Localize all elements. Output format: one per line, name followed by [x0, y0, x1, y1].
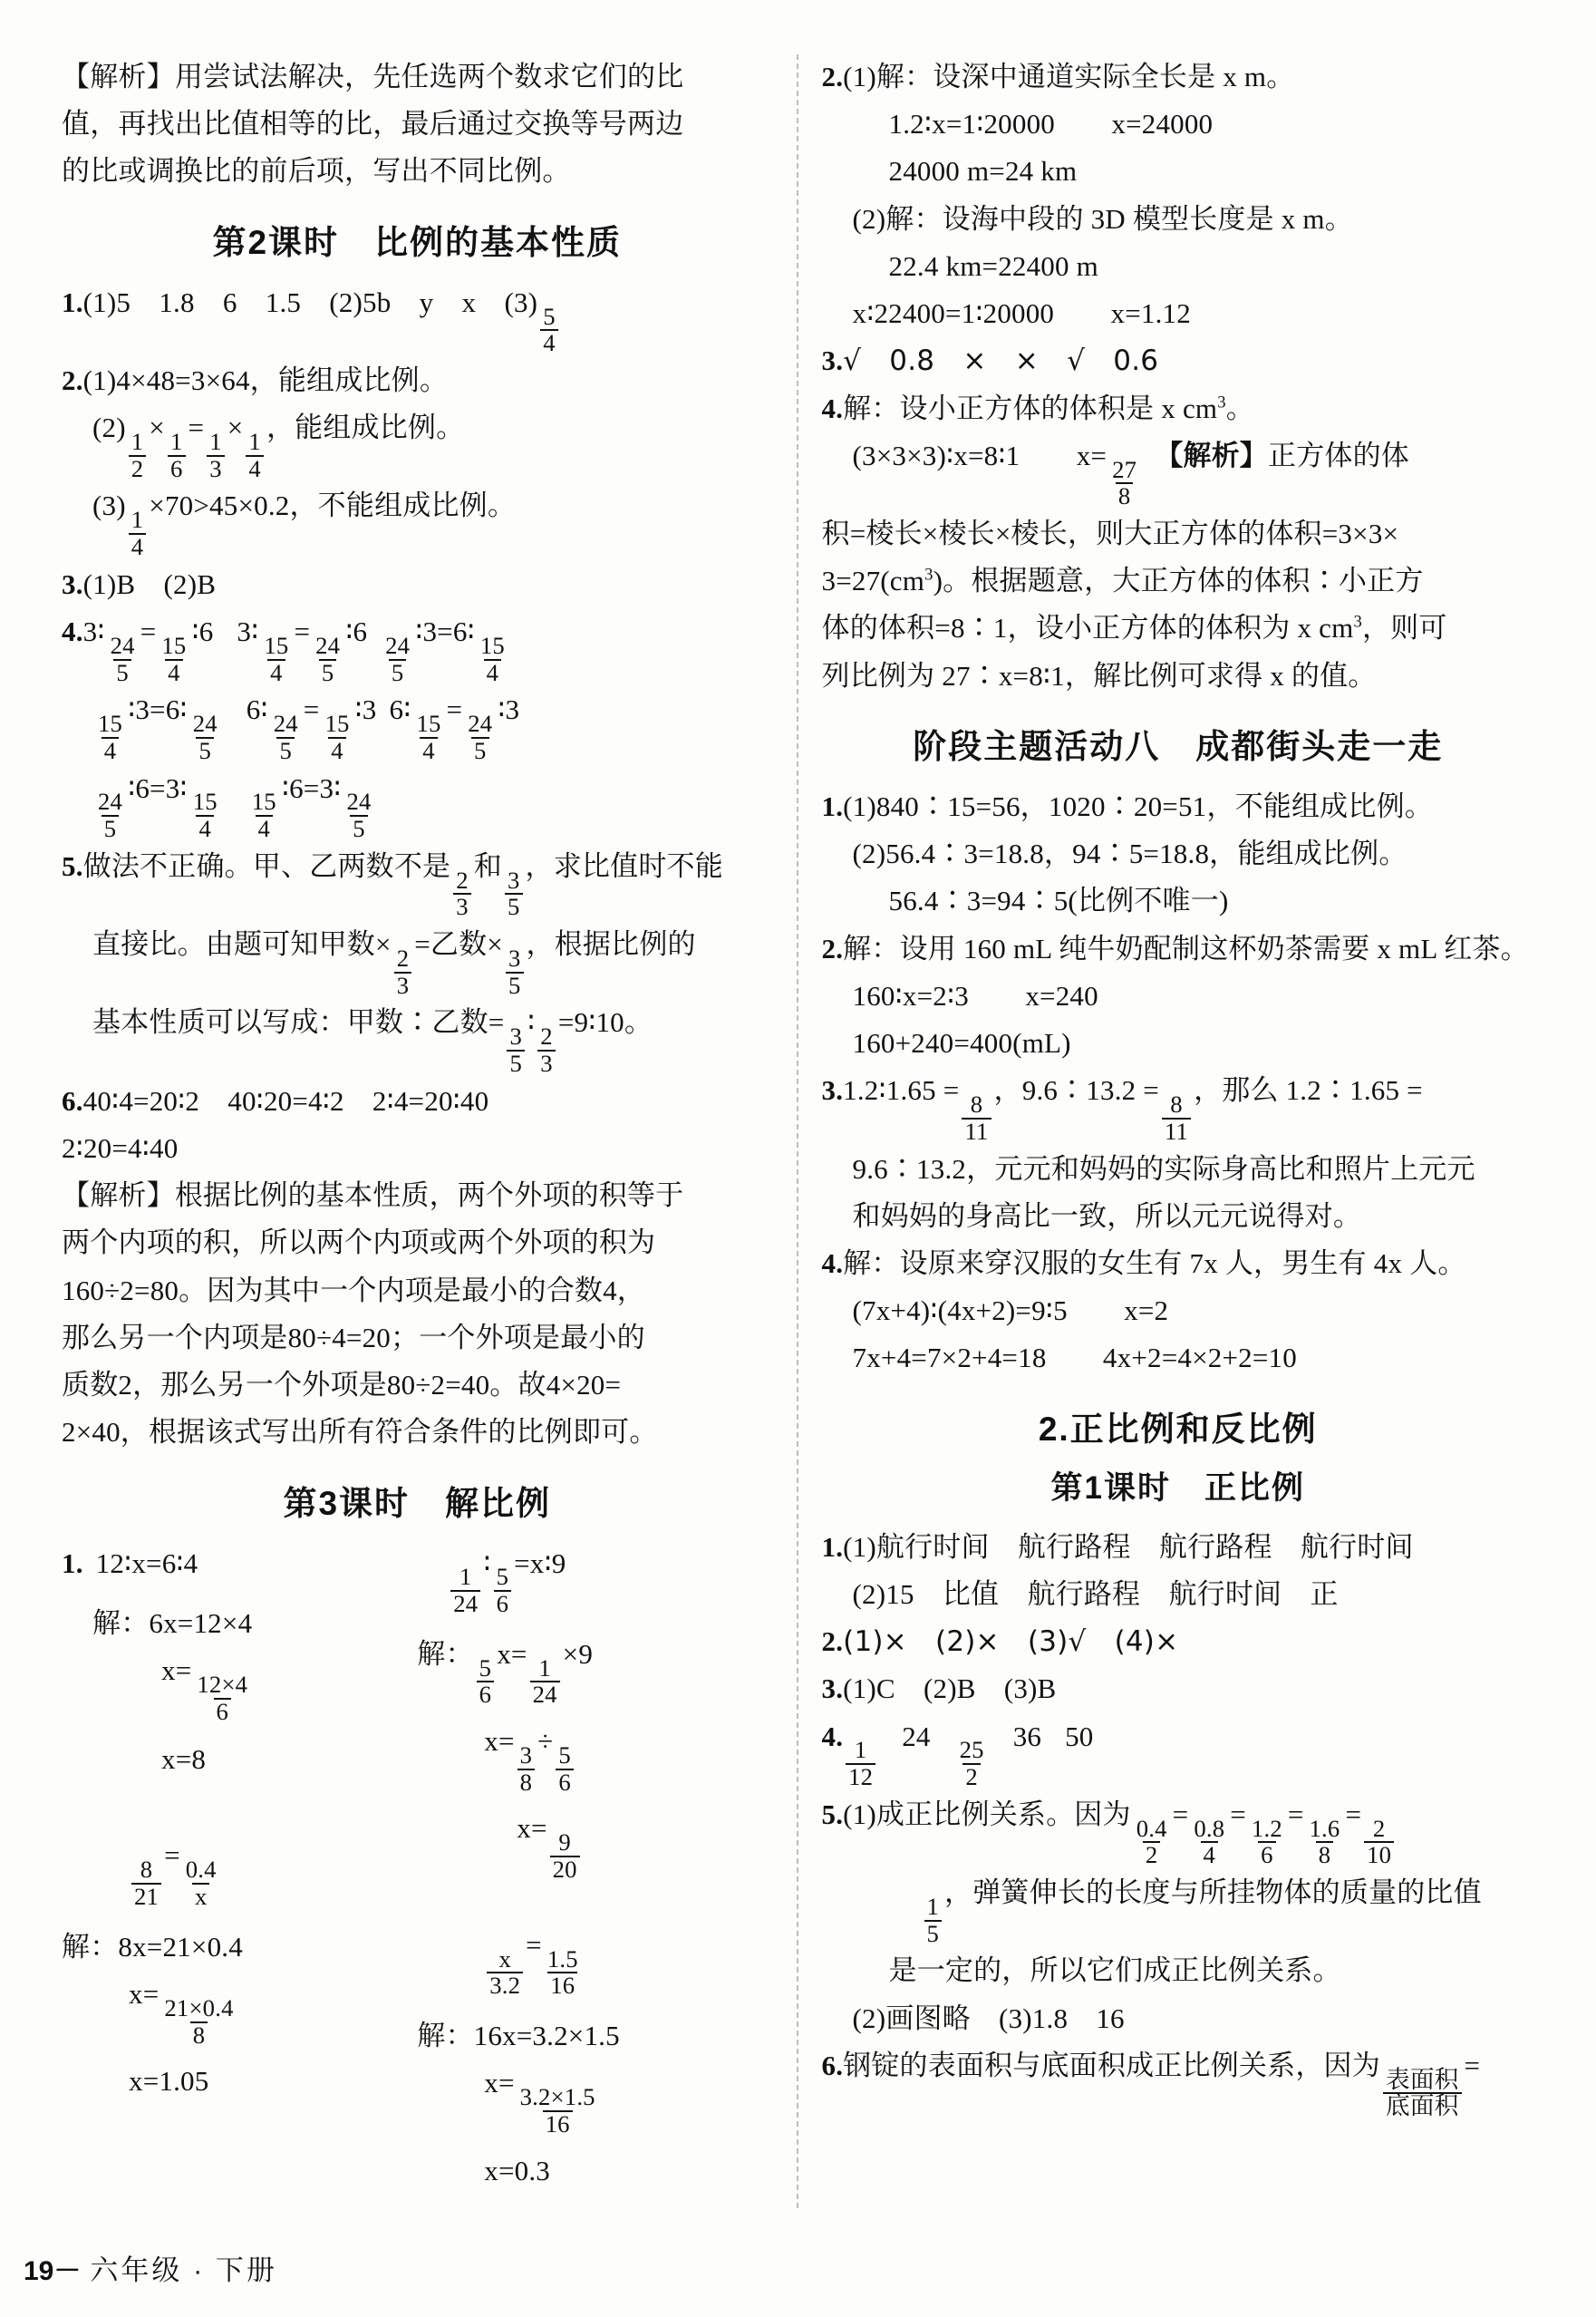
a8-q1-l3: 56.4∶3=94∶5(比例不唯一): [888, 885, 1229, 917]
l3-q1-number: 1.: [62, 1546, 83, 1579]
q4-frac: $\frac{15}{4}$: [416, 710, 441, 764]
q4-item: $\frac{24}{5}$ ∶3=6∶ $\frac{15}{4}$: [380, 616, 510, 647]
q4-item: 6∶ $\frac{24}{5}$ = $\frac{15}{4}$ ∶3: [246, 693, 377, 764]
u2-q6-number: 6.: [821, 2049, 844, 2081]
eq-4-step1: 解：16x=3.2×1.5: [417, 2020, 620, 2051]
q4-frac: $\frac{15}{4}$: [251, 788, 276, 843]
q5-l1mid: 和: [473, 849, 502, 882]
q6-number: 6.: [62, 1084, 83, 1117]
l2-q2-line1: [62, 358, 773, 403]
a8-q1-l2: (2)56.4∶3=18.8，94∶5=18.8，能组成比例。: [852, 838, 1407, 870]
q4-frac: $\frac{15}{4}$: [161, 631, 187, 686]
l2-q3: [62, 562, 773, 607]
u2-q1-l1: (1)航行时间 航行路程 航行路程 航行时间: [843, 1530, 1414, 1563]
q4-number: 4.: [62, 615, 83, 647]
q4-frac: $\frac{15}{4}$: [192, 788, 218, 843]
l2-q6-line1: [62, 1079, 773, 1124]
r-q4-l6: 列比例为 27∶x=8∶1，解比例可求得 x 的值。: [821, 659, 1377, 692]
q2-eq: =: [188, 412, 205, 444]
q4-frac: $\frac{15}{4}$: [98, 710, 123, 764]
eq-4-step3: x=0.3: [484, 2154, 550, 2186]
l2-q2-line2: [62, 405, 773, 481]
q5-frac-6: $\frac{2}{3}$: [537, 1024, 556, 1076]
q4-frac: $\frac{24}{5}$: [468, 710, 493, 764]
page-footer: [24, 2247, 277, 2288]
a8-q2-l3: 160+240=400(mL): [852, 1027, 1071, 1060]
q3-text: (1)B (2)B: [82, 567, 217, 600]
eq-2-step2: x= $\frac{3}{8}$ ÷ $\frac{5}{6}$: [484, 1725, 576, 1757]
a8-q4-l1: 解：设原来穿汉服的女生有 7x 人，男生有 4x 人。: [843, 1246, 1466, 1279]
q1-number: 1.: [62, 286, 83, 318]
a8-q3-l2: 9.6∶13.2，元元和妈妈的实际身高比和照片上元元: [852, 1152, 1475, 1185]
eq-3-step2: x= $\frac{21\times 0.4}{8}$: [129, 1977, 234, 2049]
q1-fraction: $\frac{5}{4}$: [540, 305, 558, 356]
footer-book-title: 六年级 · 下册: [90, 2254, 277, 2286]
eq-3-step1: 解：8x=21×0.4: [62, 1930, 243, 1963]
lesson3-title: 第3课时 解比例: [283, 1484, 552, 1522]
eq-2-step3: x= $\frac{9}{20}$: [517, 1812, 582, 1844]
l2-q2-line3: [62, 483, 773, 559]
explain6-l5: 质数2，那么另一个外项是80÷2=40。故4×20=: [62, 1369, 622, 1401]
left-column: [38, 54, 798, 2208]
u2-q4-values: $\frac{1}{12}$ 24 $\frac{25}{2}$ 36 50: [843, 1721, 1093, 1752]
q5-l2post: ，根据比例的: [526, 928, 696, 961]
q5-frac-4: $\frac{3}{5}$: [506, 946, 524, 998]
u2-q5-l3: 是一定的，所以它们成正比例关系。: [888, 1954, 1341, 1987]
q4-frac: $\frac{24}{5}$: [273, 710, 298, 764]
unit2-lesson1-title: 第1课时 正比例: [1050, 1469, 1305, 1506]
eq-2: $\frac{1}{24}$ ∶ $\frac{5}{6}$ =x∶9: [448, 1547, 566, 1579]
q4-item: 3∶ $\frac{15}{4}$ = $\frac{24}{5}$ ∶6: [237, 615, 368, 686]
l2-q4-row1: [62, 609, 773, 685]
explanation-6-block: [62, 1173, 773, 1455]
q4-frac: $\frac{24}{5}$: [110, 631, 135, 686]
right-column: [798, 54, 1559, 2208]
two-column-layout: [38, 54, 1558, 2208]
q5-l3a: 基本性质可以写成：甲数∶乙数=: [92, 1006, 505, 1039]
top-explanation-block: [62, 54, 773, 195]
r-q4-l4: $3=27(cm^3)$。根据题意，大正方体的体积∶小正方: [821, 565, 1424, 597]
q6-l1: 40∶4=20∶2 40∶20=4∶2 2∶4=20∶40: [82, 1084, 489, 1117]
u2-q5-number: 5.: [821, 1798, 844, 1830]
q4-frac: $\frac{24}{5}$: [385, 631, 411, 686]
q1-text: (1)5 1.8 6 1.5 (2)5b y x (3): [82, 286, 538, 318]
q2-mul-2: ×: [227, 412, 244, 444]
solve-col-left: [62, 1541, 417, 2196]
a8-q3-l1: 1.2∶1.65 = $\frac{8}{11}$ ，9.6∶13.2 = $\frac{8}{11}$ ，那么 1.2∶1.65 =: [843, 1074, 1423, 1145]
q4-frac: $\frac{24}{5}$: [315, 631, 341, 686]
explain6-tag: 【解析】: [62, 1179, 175, 1212]
q2-l3-post: ×70>45×0.2，不能组成比例。: [149, 490, 517, 522]
eq-2-step1: 解： $\frac{5}{6}$ x= $\frac{1}{24}$ ×9: [417, 1637, 594, 1709]
q5-l1post: ，求比值时不能: [525, 849, 723, 882]
q4-item: $\frac{15}{4}$ ∶6=3∶ $\frac{24}{5}$: [247, 772, 377, 804]
solve-equations-grid: [62, 1541, 773, 2196]
q5-l3mid: ∶: [527, 1006, 536, 1039]
explain6-l3: 160÷2=80。因为其中一个内项是最小的合数4，: [62, 1274, 645, 1306]
explain-line-2: 值，再找出比值相等的比，最后通过交换等号两边: [62, 108, 684, 141]
u2-q2-number: 2.: [821, 1625, 844, 1658]
r-q2-l1: (1)解：设深中通道实际全长是 x m。: [843, 61, 1295, 92]
q5-l2a: 直接比。由题可知甲数×: [92, 928, 392, 961]
r-q2-l2: 1.2∶x=1∶20000 x=24000: [888, 108, 1214, 141]
q2-line1: (1)4×48=3×64，能组成比例。: [82, 364, 449, 396]
solve-col-right: [417, 1541, 772, 2196]
q2-l3-pre: (3): [92, 490, 126, 522]
l2-q4-row3: [62, 766, 773, 842]
a8-q1-l1: (1)840∶15=56，1020∶20=51，不能组成比例。: [843, 790, 1433, 822]
eq-3-step3: x=1.05: [129, 2065, 209, 2098]
explain6-l1: 根据比例的基本性质，两个外项的积等于: [174, 1179, 684, 1212]
u2-q5-l1: (1)成正比例关系。因为 $\frac{0.4}{2}$ = $\frac{0.8}{4}$ = $\frac{1.2}{6}$ = $\frac{1.6}{8}$ = $\frac{2}{10}$: [843, 1798, 1397, 1830]
q5-frac-1: $\frac{2}{3}$: [453, 868, 471, 920]
explain-line-1: 用尝试法解决，先任选两个数求它们的比: [174, 61, 684, 92]
q3-number: 3.: [62, 567, 83, 600]
q5-number: 5.: [62, 849, 83, 882]
unit2-title: 2.正比例和反比例: [1038, 1410, 1318, 1448]
u2-q1-l2: (2)15 比值 航行路程 航行时间 正: [852, 1577, 1339, 1610]
q2-mul-1: ×: [149, 412, 165, 444]
q4-frac: $\frac{15}{4}$: [479, 631, 505, 686]
q5-frac-5: $\frac{3}{5}$: [507, 1024, 525, 1076]
a8-q4-number: 4.: [821, 1246, 844, 1279]
u2-q3-number: 3.: [821, 1672, 844, 1705]
q2-frac-2: $\frac{1}{6}$: [168, 430, 186, 481]
r-q2-l4: (2)解：设海中段的 3D 模型长度是 x m。: [852, 202, 1353, 235]
q4-frac: $\frac{24}{5}$: [346, 788, 372, 843]
r-q2-l6: x∶22400=1∶20000 x=1.12: [852, 297, 1191, 330]
q2-number: 2.: [62, 364, 83, 396]
r-q4-number: 4.: [821, 392, 844, 424]
explain-tag: 【解析】: [62, 61, 175, 92]
r-q3-number: 3.: [821, 344, 844, 377]
a8-q2-number: 2.: [821, 932, 844, 965]
r-q4-l2: (3×3×3)∶x=8∶1 x= $\frac{27}{8}$ 【解析】正方体的体: [852, 439, 1409, 510]
u2-q3-text: (1)C (2)B (3)B: [843, 1672, 1057, 1705]
u2-q6-l1: 钢锭的表面积与底面积成正比例关系，因为 $\frac{\text{表面积}}{\text{底面积}}$ =: [843, 2049, 1481, 2120]
q2-l2-pre: (2): [92, 412, 126, 444]
a8-q3-number: 3.: [821, 1074, 844, 1107]
r-q4-l1: 解：设小正方体的体积是 x $cm^3$。: [843, 392, 1254, 424]
explain6-l4: 那么另一个内项是80÷4=20；一个外项是最小的: [62, 1321, 645, 1353]
explain-line-3: 的比或调换比的前后项，写出不同比例。: [62, 155, 571, 188]
q5-l2mid: =乙数×: [414, 928, 503, 961]
r-q4-l3: 积=棱长×棱长×棱长，则大正方体的体积=3×3×: [821, 518, 1399, 550]
eq-3: $\frac{8}{21}$ = $\frac{0.4}{x}$: [129, 1839, 222, 1871]
q2-frac-5: $\frac{1}{4}$: [129, 508, 147, 559]
q2-frac-4: $\frac{1}{4}$: [246, 430, 264, 481]
eq-1-step2: x= $\frac{12\times 4}{6}$: [161, 1653, 248, 1725]
u2-q1-number: 1.: [821, 1530, 844, 1563]
q4-frac: $\frac{15}{4}$: [264, 631, 289, 686]
q5-frac-2: $\frac{3}{5}$: [505, 868, 523, 920]
l2-q5-line3: [62, 1000, 773, 1076]
activity8-title: 阶段主题活动八 成都街头走一走: [913, 727, 1444, 765]
explain6-l2: 两个内项的积，所以两个内项或两个外项的积为: [62, 1226, 656, 1259]
q6-l2: 2∶20=4∶40: [62, 1131, 179, 1164]
a8-q2-l2: 160∶x=2∶3 x=240: [852, 979, 1098, 1012]
q2-frac-3: $\frac{1}{3}$: [207, 430, 225, 481]
a8-q3-l3: 和妈妈的身高比一致，所以元元说得对。: [852, 1199, 1362, 1232]
a8-q4-l2: (7x+4)∶(4x+2)=9∶5 x=2: [852, 1294, 1169, 1327]
q5-frac-3: $\frac{2}{3}$: [394, 946, 412, 998]
q5-l3post: =9∶10。: [557, 1006, 653, 1039]
eq-1-step3: x=8: [161, 1743, 207, 1776]
u2-q5-l4: (2)画图略 (3)1.8 16: [852, 2002, 1125, 2034]
eq-4: $\frac{x}{3.2}$ = $\frac{1.5}{16}$: [484, 1929, 584, 1961]
footer-page-number: 19－: [24, 2256, 82, 2286]
q4-frac: $\frac{24}{5}$: [192, 710, 218, 764]
u2-q4-number: 4.: [821, 1720, 844, 1752]
a8-q2-l1: 解：设用 160 mL 纯牛奶配制这杯奶茶需要 x mL 红茶。: [843, 932, 1529, 965]
q2-frac-1: $\frac{1}{2}$: [129, 430, 147, 481]
r-q3-text: √ 0.8 × × √ 0.6: [843, 344, 1159, 378]
l2-q6-line2: [62, 1126, 773, 1171]
q5-l1a: 做法不正确。甲、乙两数不是: [82, 849, 451, 882]
q2-l2-post: ，能组成比例。: [266, 412, 465, 444]
q4-frac: $\frac{15}{4}$: [324, 710, 350, 764]
l2-q5-line2: [62, 922, 773, 998]
l2-q4-row2: [62, 687, 773, 763]
eq-1: 12∶x=6∶4: [95, 1546, 198, 1579]
u2-q2-text: (1)× (2)× (3)√ (4)×: [843, 1625, 1179, 1659]
r-q2-l5: 22.4 km=22400 m: [888, 249, 1098, 282]
q4-frac: $\frac{24}{5}$: [98, 788, 123, 843]
a8-q4-l3: 7x+4=7×2+4=18 4x+2=4×2+2=10: [852, 1342, 1297, 1374]
eq-4-step2: x= $\frac{3.2\times 1.5}{16}$: [484, 2067, 595, 2138]
q4-item: $\frac{15}{4}$ ∶3=6∶ $\frac{24}{5}$: [92, 693, 223, 725]
lesson2-title: 第2课时 比例的基本性质: [212, 223, 623, 261]
r-q2-l3: 24000 m=24 km: [888, 155, 1078, 188]
u2-q5-l2: $\frac{1}{5}$ ，弹簧伸长的长度与所挂物体的质量的比值: [922, 1876, 1482, 1908]
eq-1-step1: 解：6x=12×4: [92, 1606, 253, 1639]
explain6-l6: 2×40，根据该式写出所有符合条件的比例即可。: [62, 1416, 658, 1449]
q4-item: 3∶ $\frac{24}{5}$ = $\frac{15}{4}$ ∶6: [82, 615, 214, 686]
r-q2-number: 2.: [821, 61, 844, 92]
q4-item: 6∶ $\frac{15}{4}$ = $\frac{24}{5}$ ∶3: [389, 693, 520, 764]
q4-item: $\frac{24}{5}$ ∶6=3∶ $\frac{15}{4}$: [92, 772, 223, 804]
r-q4-l5: 体的体积=8∶1，设小正方体的体积为 x $cm^3$，则可: [821, 612, 1447, 645]
a8-q1-number: 1.: [821, 790, 844, 822]
l2-q1: [62, 280, 773, 356]
l2-q5-line1: [62, 844, 773, 920]
